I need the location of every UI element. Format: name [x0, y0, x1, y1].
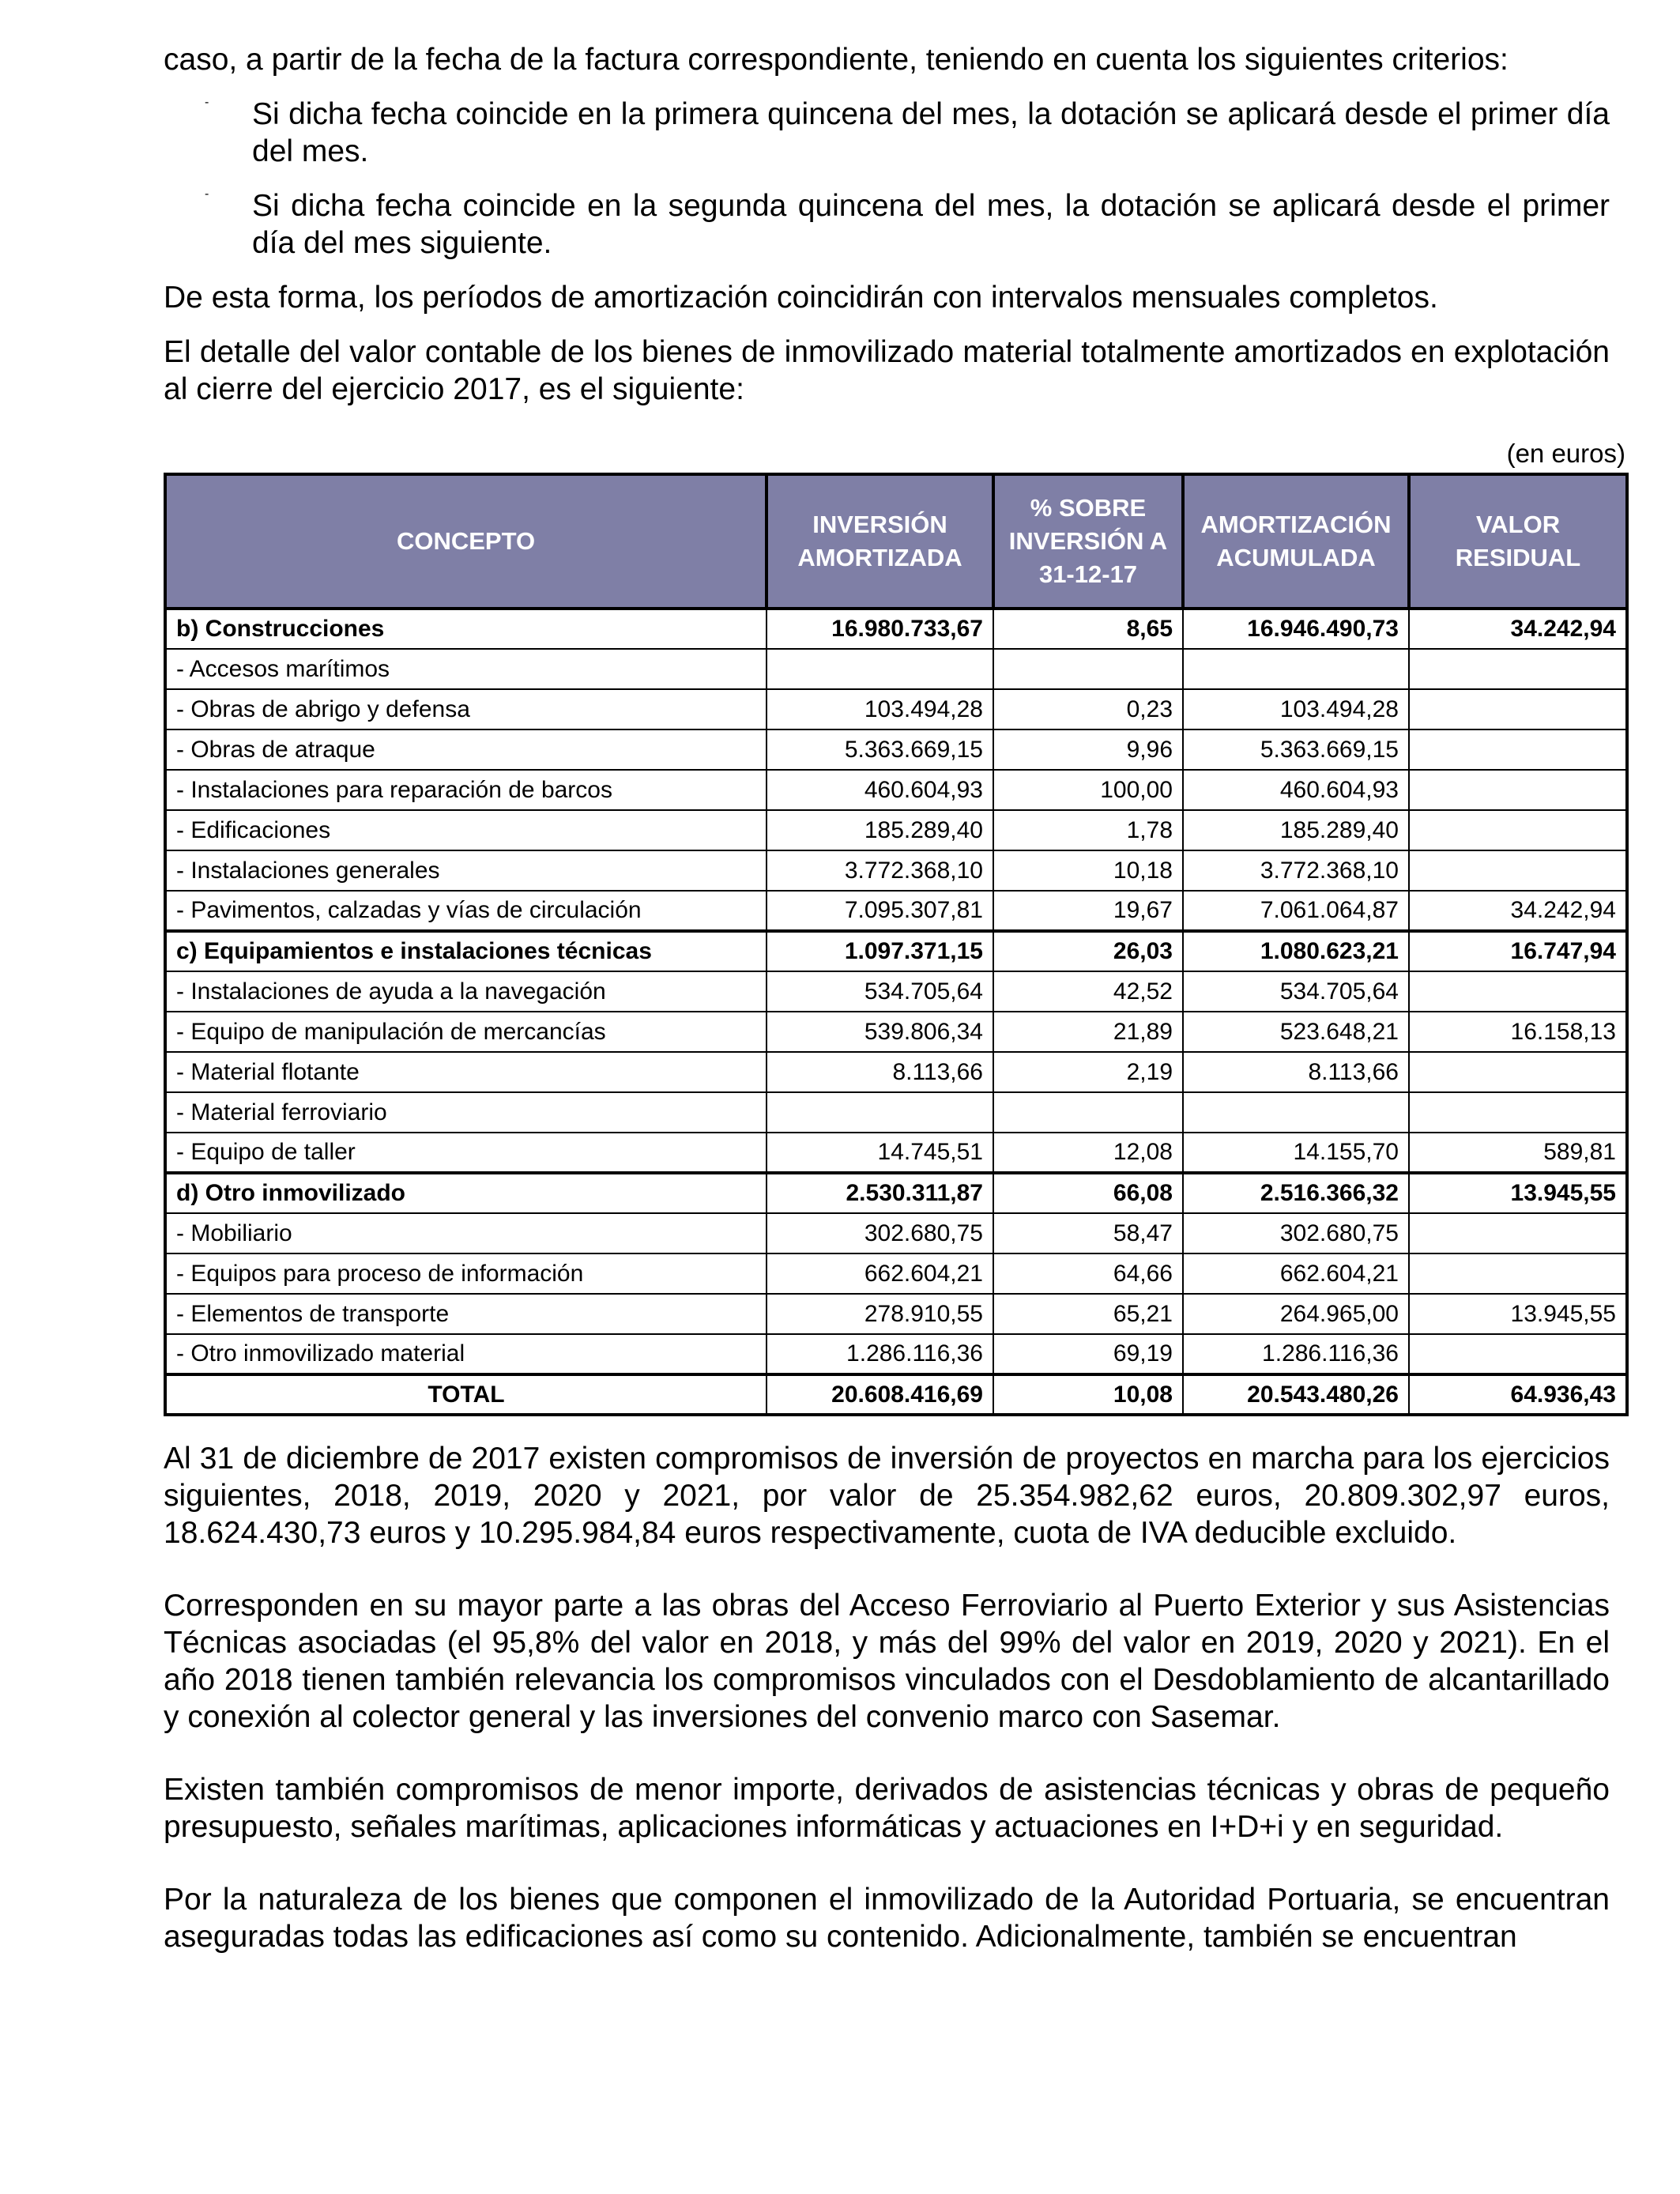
- table-row: [165, 689, 1627, 729]
- cell-inversion: 185.289,40: [767, 810, 993, 850]
- header-amortizacion: AMORTIZACIÓN ACUMULADA: [1183, 474, 1409, 609]
- intro-paragraph: caso, a partir de la fecha de la factura correspondiente, teniendo en cuenta los siguientes criterios:: [164, 43, 1509, 77]
- cell-concepto: - Instalaciones para reparación de barcos: [165, 770, 767, 810]
- cell-inversion: 8.113,66: [767, 1052, 993, 1092]
- cell-pct: 9,96: [993, 729, 1183, 770]
- cell-pct: 19,67: [993, 891, 1183, 931]
- cell-amortizacion: 662.604,21: [1183, 1253, 1409, 1294]
- cell-pct: 2,19: [993, 1052, 1183, 1092]
- cell-residual: 589,81: [1409, 1133, 1627, 1173]
- cell-pct: 12,08: [993, 1133, 1183, 1173]
- total-cell-pct: 10,08: [993, 1374, 1183, 1415]
- cell-amortizacion: 523.648,21: [1183, 1012, 1409, 1052]
- commitments-paragraph: Al 31 de diciembre de 2017 existen compromisos de inversión de proyectos en marcha para los ejercicios siguientes, 2018, 2019, 2020 y 2021, por valor de 25.354.982,62 euros, 20.809.302,97 euros, 18.624.430,73 euros y 10.295.984,84 euros respectivamente, cuota de IVA deducible excluido.: [164, 1442, 1610, 1550]
- correspond-paragraph: Corresponden en su mayor parte a las obras del Acceso Ferroviario al Puerto Exterior y sus Asistencias Técnicas asociadas (el 95,8% del valor en 2018, y más del 99% del valor en 2019, 2020 y 2021). En el año 2018 tienen también relevancia los compromisos vinculados con el Desdoblamiento de alcantarillado y conexión al colector general y las inversiones del convenio marco con Sasemar.: [164, 1589, 1610, 1734]
- table-header-row: [165, 474, 1627, 609]
- header-concepto: CONCEPTO: [165, 474, 767, 609]
- cell-pct: 26,03: [993, 931, 1183, 971]
- cell-amortizacion: 2.516.366,32: [1183, 1173, 1409, 1213]
- cell-inversion: 1.286.116,36: [767, 1334, 993, 1374]
- cell-concepto: - Pavimentos, calzadas y vías de circulación: [165, 891, 767, 931]
- cell-concepto: c) Equipamientos e instalaciones técnicas: [165, 931, 767, 971]
- table-row: [165, 1334, 1627, 1374]
- total-cell-residual: 64.936,43: [1409, 1374, 1627, 1415]
- cell-concepto: - Otro inmovilizado material: [165, 1334, 767, 1374]
- total-cell-amortizacion: 20.543.480,26: [1183, 1374, 1409, 1415]
- table-units-note: (en euros): [1506, 439, 1625, 468]
- cell-amortizacion: 1.080.623,21: [1183, 931, 1409, 971]
- cell-inversion: [767, 1092, 993, 1133]
- header-pct: % SOBRE INVERSIÓN A 31-12-17: [993, 474, 1183, 609]
- cell-concepto: - Material ferroviario: [165, 1092, 767, 1133]
- table-row: [165, 1213, 1627, 1253]
- cell-pct: 58,47: [993, 1213, 1183, 1253]
- header-residual: VALOR RESIDUAL: [1409, 474, 1627, 609]
- cell-residual: [1409, 729, 1627, 770]
- cell-residual: [1409, 850, 1627, 891]
- detail-paragraph: El detalle del valor contable de los bienes de inmovilizado material totalmente amortizados en explotación al cierre del ejercicio 2017, es el siguiente:: [164, 335, 1610, 406]
- table-row: [165, 891, 1627, 931]
- cell-inversion: 302.680,75: [767, 1213, 993, 1253]
- cell-concepto: - Edificaciones: [165, 810, 767, 850]
- cell-pct: 69,19: [993, 1334, 1183, 1374]
- table-total-row: [165, 1374, 1627, 1415]
- cell-concepto: - Mobiliario: [165, 1213, 767, 1253]
- cell-concepto: - Instalaciones generales: [165, 850, 767, 891]
- bullet-item-2: [164, 187, 1610, 262]
- cell-residual: [1409, 1253, 1627, 1294]
- table-row: [165, 649, 1627, 689]
- table-row: [165, 810, 1627, 850]
- cell-amortizacion: [1183, 649, 1409, 689]
- table-row: [165, 1052, 1627, 1092]
- cell-amortizacion: 264.965,00: [1183, 1294, 1409, 1334]
- cell-inversion: 460.604,93: [767, 770, 993, 810]
- fully-amortized-assets-table: [164, 473, 1629, 1416]
- cell-concepto: - Accesos marítimos: [165, 649, 767, 689]
- cell-pct: 65,21: [993, 1294, 1183, 1334]
- cell-amortizacion: 5.363.669,15: [1183, 729, 1409, 770]
- cell-amortizacion: 534.705,64: [1183, 971, 1409, 1012]
- cell-amortizacion: [1183, 1092, 1409, 1133]
- cell-inversion: [767, 649, 993, 689]
- table-group-row: [165, 1173, 1627, 1213]
- table-group-row: [165, 931, 1627, 971]
- cell-amortizacion: 460.604,93: [1183, 770, 1409, 810]
- cell-inversion: 14.745,51: [767, 1133, 993, 1173]
- cell-residual: [1409, 689, 1627, 729]
- table-row: [165, 1294, 1627, 1334]
- total-cell-inversion: 20.608.416,69: [767, 1374, 993, 1415]
- cell-pct: 21,89: [993, 1012, 1183, 1052]
- cell-pct: 100,00: [993, 770, 1183, 810]
- cell-inversion: 5.363.669,15: [767, 729, 993, 770]
- cell-pct: 8,65: [993, 609, 1183, 649]
- cell-inversion: 16.980.733,67: [767, 609, 993, 649]
- table-group-row: [165, 609, 1627, 649]
- cell-concepto: - Obras de atraque: [165, 729, 767, 770]
- cell-residual: 34.242,94: [1409, 609, 1627, 649]
- bullet-text-1: Si dicha fecha coincide en la primera quincena del mes, la dotación se aplicará desde el primer día del mes.: [252, 97, 1610, 168]
- bullet-text-2: Si dicha fecha coincide en la segunda quincena del mes, la dotación se aplicará desde el primer día del mes siguiente.: [252, 189, 1610, 260]
- cell-concepto: - Material flotante: [165, 1052, 767, 1092]
- cell-amortizacion: 8.113,66: [1183, 1052, 1409, 1092]
- cell-pct: [993, 649, 1183, 689]
- table-row: [165, 1092, 1627, 1133]
- cell-pct: 42,52: [993, 971, 1183, 1012]
- cell-concepto: - Instalaciones de ayuda a la navegación: [165, 971, 767, 1012]
- bullet-marker: -: [205, 96, 209, 109]
- cell-concepto: - Obras de abrigo y defensa: [165, 689, 767, 729]
- bullet-item-1: [164, 96, 1610, 170]
- insurance-paragraph: Por la naturaleza de los bienes que componen el inmovilizado de la Autoridad Portuaria, se encuentran aseguradas todas las edificaciones así como su contenido. Adicionalmente, también se encuentran: [164, 1883, 1610, 1954]
- cell-inversion: 662.604,21: [767, 1253, 993, 1294]
- cell-residual: 16.158,13: [1409, 1012, 1627, 1052]
- cell-inversion: 534.705,64: [767, 971, 993, 1012]
- cell-amortizacion: 302.680,75: [1183, 1213, 1409, 1253]
- table-row: [165, 850, 1627, 891]
- cell-concepto: - Equipo de taller: [165, 1133, 767, 1173]
- cell-residual: 13.945,55: [1409, 1294, 1627, 1334]
- cell-concepto: - Equipo de manipulación de mercancías: [165, 1012, 767, 1052]
- cell-concepto: - Equipos para proceso de información: [165, 1253, 767, 1294]
- cell-residual: [1409, 810, 1627, 850]
- document-page: [164, 41, 1625, 1955]
- cell-amortizacion: 14.155,70: [1183, 1133, 1409, 1173]
- total-cell-concepto: TOTAL: [165, 1374, 767, 1415]
- cell-residual: 13.945,55: [1409, 1173, 1627, 1213]
- cell-residual: 16.747,94: [1409, 931, 1627, 971]
- cell-amortizacion: 1.286.116,36: [1183, 1334, 1409, 1374]
- cell-residual: [1409, 1334, 1627, 1374]
- periods-paragraph: De esta forma, los períodos de amortización coincidirán con intervalos mensuales completos.: [164, 281, 1438, 315]
- cell-pct: 66,08: [993, 1173, 1183, 1213]
- cell-inversion: 1.097.371,15: [767, 931, 993, 971]
- table-row: [165, 770, 1627, 810]
- table-row: [165, 1012, 1627, 1052]
- cell-inversion: 2.530.311,87: [767, 1173, 993, 1213]
- table-row: [165, 1133, 1627, 1173]
- cell-amortizacion: 103.494,28: [1183, 689, 1409, 729]
- header-inversion: INVERSIÓN AMORTIZADA: [767, 474, 993, 609]
- cell-amortizacion: 7.061.064,87: [1183, 891, 1409, 931]
- cell-inversion: 7.095.307,81: [767, 891, 993, 931]
- cell-pct: [993, 1092, 1183, 1133]
- cell-residual: 34.242,94: [1409, 891, 1627, 931]
- bullet-marker: -: [205, 187, 209, 201]
- table-row: [165, 729, 1627, 770]
- cell-pct: 0,23: [993, 689, 1183, 729]
- cell-residual: [1409, 649, 1627, 689]
- cell-pct: 10,18: [993, 850, 1183, 891]
- cell-residual: [1409, 1052, 1627, 1092]
- table-row: [165, 1253, 1627, 1294]
- cell-amortizacion: 3.772.368,10: [1183, 850, 1409, 891]
- cell-residual: [1409, 1092, 1627, 1133]
- cell-inversion: 278.910,55: [767, 1294, 993, 1334]
- cell-amortizacion: 16.946.490,73: [1183, 609, 1409, 649]
- cell-pct: 64,66: [993, 1253, 1183, 1294]
- cell-inversion: 539.806,34: [767, 1012, 993, 1052]
- cell-inversion: 3.772.368,10: [767, 850, 993, 891]
- cell-inversion: 103.494,28: [767, 689, 993, 729]
- cell-residual: [1409, 971, 1627, 1012]
- cell-residual: [1409, 1213, 1627, 1253]
- cell-concepto: b) Construcciones: [165, 609, 767, 649]
- table-body: [165, 609, 1627, 1415]
- cell-concepto: - Elementos de transporte: [165, 1294, 767, 1334]
- minor-commitments-paragraph: Existen también compromisos de menor importe, derivados de asistencias técnicas y obras de pequeño presupuesto, señales marítimas, aplicaciones informáticas y actuaciones en I+D+i y en seguridad.: [164, 1773, 1610, 1844]
- table-row: [165, 971, 1627, 1012]
- cell-residual: [1409, 770, 1627, 810]
- cell-amortizacion: 185.289,40: [1183, 810, 1409, 850]
- cell-pct: 1,78: [993, 810, 1183, 850]
- cell-concepto: d) Otro inmovilizado: [165, 1173, 767, 1213]
